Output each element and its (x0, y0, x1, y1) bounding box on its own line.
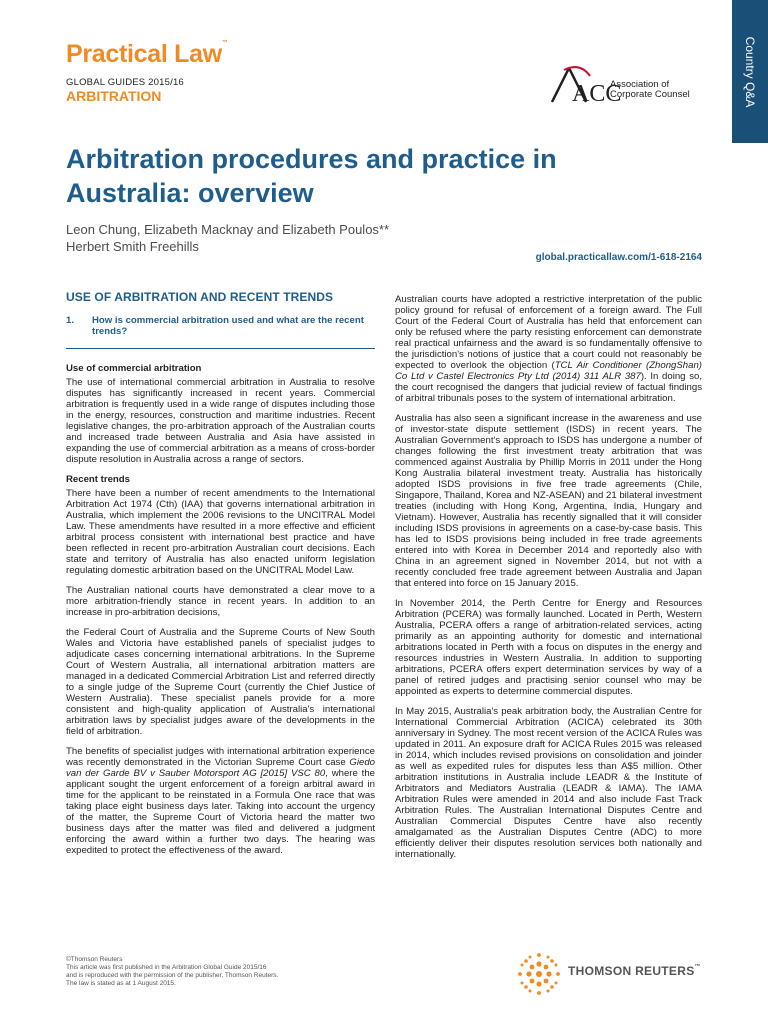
question-text: How is commercial arbitration used and what are the recent trends? (92, 315, 364, 337)
acc-name-line-1: Association of (610, 79, 670, 90)
copyright-line: ©Thomson Reuters (66, 956, 123, 963)
right-column (395, 294, 702, 869)
law-date-line: The law is stated as at 1 August 2015. (66, 980, 176, 987)
acc-name-line-2: Corporate Counsel (610, 89, 690, 100)
title-line-1: Arbitration procedures and practice in (66, 144, 557, 174)
question-number: 1. (66, 315, 75, 326)
country-qa-label: Country Q&A (743, 36, 757, 108)
guide-topic: ARBITRATION (66, 88, 162, 104)
left-column (66, 292, 375, 865)
paragraph: In November 2014, the Perth Centre for Energy and Resources Arbitration (PCERA) was formally launched. Located in Perth, Western Australia, PCERA offers a range of arbitration-related services, acting primarily as an appointing authority for domestic and international arbitrations located in Perth with a focus on disputes in the energy and resources industries in Western Australia. In addition to supporting arbitrations, PCERA offers expert determination services by way of a panel of retired judges and practising senior counsel who may be appointed as experts to determine commercial disputes. (395, 598, 702, 697)
thomson-reuters-wordmark: THOMSON REUTERS™ (568, 964, 701, 978)
paragraph: the Federal Court of Australia and the Supreme Courts of New South Wales and Victoria have established panels of specialist judges to adjudicate cases concerning international arbitrations. In the Supreme Court of Western Australia, all international arbitration matters are managed in a dedicated Commercial Arbitration List and referred directly to a single judge of the Supreme Court (currently the Chief Justice of Western Australia). These specialist panels provide for a more consistent and high-quality application of Australia's international arbitration laws by specialist judges aware of the developments in the field of arbitration. (66, 627, 375, 737)
publication-line: This article was first published in the Arbitration Global Guide 2015/16 (66, 964, 267, 971)
subheading-trends: Recent trends (66, 474, 130, 485)
case-citation: TCL Air Conditioner (ZhongShan) Co Ltd v Castel Electronics Pty Ltd (2014) 311 ALR 387 (395, 360, 702, 382)
brand-trademark: ™ (221, 40, 228, 46)
country-qa-tab (732, 0, 768, 143)
title-line-2: Australia: overview (66, 178, 314, 208)
case-citation: Giedo van der Garde BV v Sauber Motorsport AG [2015] VSC 80 (66, 757, 375, 779)
question-1 (66, 315, 375, 349)
paragraph: Australia has also seen a significant increase in the awareness and use of investor-state dispute settlement (ISDS) in recent years. The Australian Government's approach to ISDS has undergone a number of changes following the first investment treaty arbitration that was commenced against Australia by Phillip Morris in 2011 under the Hong Kong Australia bilateral investment treaty. Australia has historically adopted ISDS provisions in five free trade agreements (Chile, Singapore, Thailand, Korea and NZ-ASEAN) and 21 bilateral investment treaties (including with Hong Kong, Argentina, India, Hungary and Vietnam). However, Australia has recently signalled that it will consider including ISDS provisions in agreements on a case-by-case basis. This has led to ISDS provisions being included in free trade agreements entered into with Korea in December 2014 and reportedly also with China in an agreement signed in November 2014, but not with a recently concluded free trade agreement between Australia and Japan that entered into force on 15 January 2015. (395, 413, 702, 589)
paragraph: In May 2015, Australia's peak arbitration body, the Australian Centre for International Commercial Arbitration (ACICA) celebrated its 30th anniversary in Sydney. The most recent version of the ACICA Rules was updated in 2011. An exposure draft for ACICA Rules 2015 was released in 2014, which includes revised provisions on consolidation and joinder as well as expedited rules for disputes less than A$5 million. Other arbitration institutions in Australia include LEADR & the Institute of Arbitrators and Mediators Australia (LEADR & IAMA). The IAMA Arbitration Rules were amended in 2014 and also include Fast Track Arbitration Rules. The Australian International Disputes Centre and Australian Commercial Disputes Centre have also recently amalgamated as the Australian Disputes Centre (ADC) to more efficiently deliver their disputes resolution services both nationally and internationally. (395, 706, 702, 860)
resource-link[interactable]: global.practicallaw.com/1-618-2164 (535, 252, 702, 263)
brand-name: Practical Law (66, 40, 222, 68)
paragraph: The use of international commercial arbitration in Australia to resolve disputes has significantly increased in recent years. Commercial arbitration is frequently used in a wide range of disputes including those in the energy, resources, construction and maritime industries. Recent legislative changes, the pro-arbitration approach of the Australian courts and increased trade between Australia and Asia have assisted in expanding the use of commercial arbitration as a means of cross-border dispute resolution in Australia across a range of sectors. (66, 377, 375, 465)
thomson-reuters-logo-icon (516, 951, 562, 997)
paragraph: The benefits of specialist judges with international arbitration experience was recently demonstrated in the Victorian Supreme Court case Giedo van der Garde BV v Sauber Motorsport AG [2015] VSC 80, where the applicant sought the urgent enforcement of a foreign arbitral award in time for the applicant to be reinstated in a Formula One race that was taking place eight business days later. Taking into account the urgency of the matter, the Supreme Court of Victoria heard the matter two business days after the matter was filed and delivered a judgment enforcing the award within a further two days. The hearing was expedited to protect the effectiveness of the award. (66, 746, 375, 856)
author-names: Leon Chung, Elizabeth Macknay and Elizabeth Poulos** (66, 222, 390, 237)
article-title (66, 142, 666, 210)
permission-line: and is reproduced with the permission of the publisher, Thomson Reuters. (66, 972, 279, 979)
guide-series: GLOBAL GUIDES 2015/16 (66, 77, 184, 88)
article-authors (66, 221, 389, 255)
author-firm: Herbert Smith Freehills (66, 239, 199, 254)
practical-law-logo (66, 40, 228, 69)
acc-mark: ACC (572, 81, 622, 106)
copyright-note (66, 956, 278, 988)
paragraph: Australian courts have adopted a restrictive interpretation of the public policy ground for refusal of enforcement of a foreign award. The Full Court of the Federal Court of Australia has held that enforcement can only be refused where the party resisting enforcement can demonstrate real practical unfairness and the award is so fundamentally offensive to the jurisdiction's notions of justice that a court could not reasonably be expected to overlook the objection (TCL Air Conditioner (ZhongShan) Co Ltd v Castel Electronics Pty Ltd (2014) 311 ALR 387). In doing so, the court recognised the dangers that judicial review of factual findings of arbitral tribunals poses to the system of international arbitration. (395, 294, 702, 404)
paragraph: The Australian national courts have demonstrated a clear move to a more arbitration-friendly stance in recent years. In addition to an increase in pro-arbitration decisions, (66, 585, 375, 618)
acc-name (610, 80, 690, 100)
paragraph: There have been a number of recent amendments to the International Arbitration Act 1974 (Cth) (IAA) that governs international arbitration in Australia, which implement the 2006 revisions to the UNCITRAL Model Law. These amendments have resulted in a more effective and efficient arbitral process consistent with international best practice and have been reflected in recent pro-arbitration Australian court decisions. Each state and territory of Australia has also enacted uniform legislation regulating domestic arbitration based on the UNCITRAL Model Law. (66, 488, 375, 576)
section-heading: USE OF ARBITRATION AND RECENT TRENDS (66, 290, 334, 304)
subheading-use: Use of commercial arbitration (66, 363, 202, 374)
